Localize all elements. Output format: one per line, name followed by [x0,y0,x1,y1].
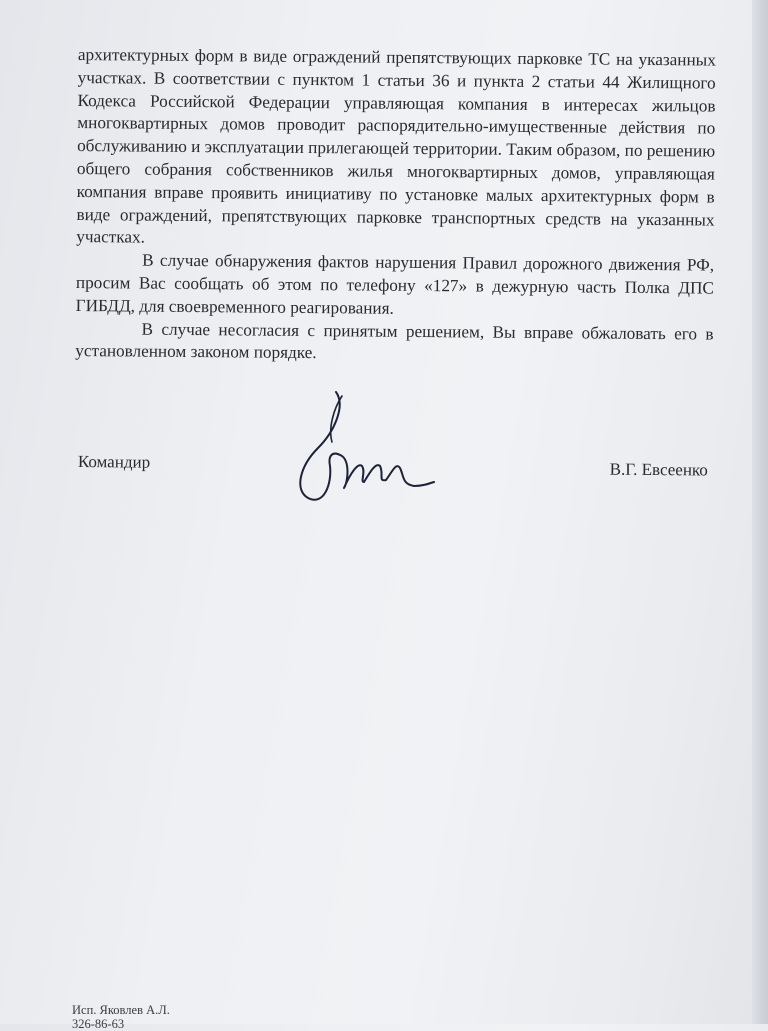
page-edge [752,0,768,1024]
signer-position: Командир [77,452,151,472]
paragraph-traffic-violations: В случае обнаружения фактов нарушения Правил дорожного движения РФ, просим Вас сообщать об этом по телефону «127» в дежурную часть Полка ДПС ГИБДД, для своевременного реагирования. [75,250,715,318]
handwritten-signature [288,386,436,510]
executor-name: Исп. Яковлев А.Л. [72,1003,170,1017]
letter-body [75,44,716,369]
executor-footer [72,1003,170,1031]
signer-name: В.Г. Евсеенко [609,459,708,480]
paragraph-continuation: архитектурных форм в виде ограждений препятствующих парковке ТС на указанных участках. В соответствии с пунктом 1 статьи 36 и пункта 2 статьи 44 Жилищного Кодекса Российской Федерации управляющая компания в интересах жильцов многоквартирных домов проводит распорядительно-имущественные действия по обслуживанию и эксплуатации прилегающей территории. Таким образом, по решению общего собрания собственников жилья многоквартирных домов, управляющая компания вправе проявить инициативу по установке малых архитектурных форм в виде ограждений, препятствующих парковке транспортных средств на указанных участках. [76,44,716,247]
paragraph-appeal: В случае несогласия с принятым решением, Вы вправе обжаловать его в установленном законом порядке. [75,319,714,363]
executor-phone: 326-86-63 [72,1017,125,1031]
